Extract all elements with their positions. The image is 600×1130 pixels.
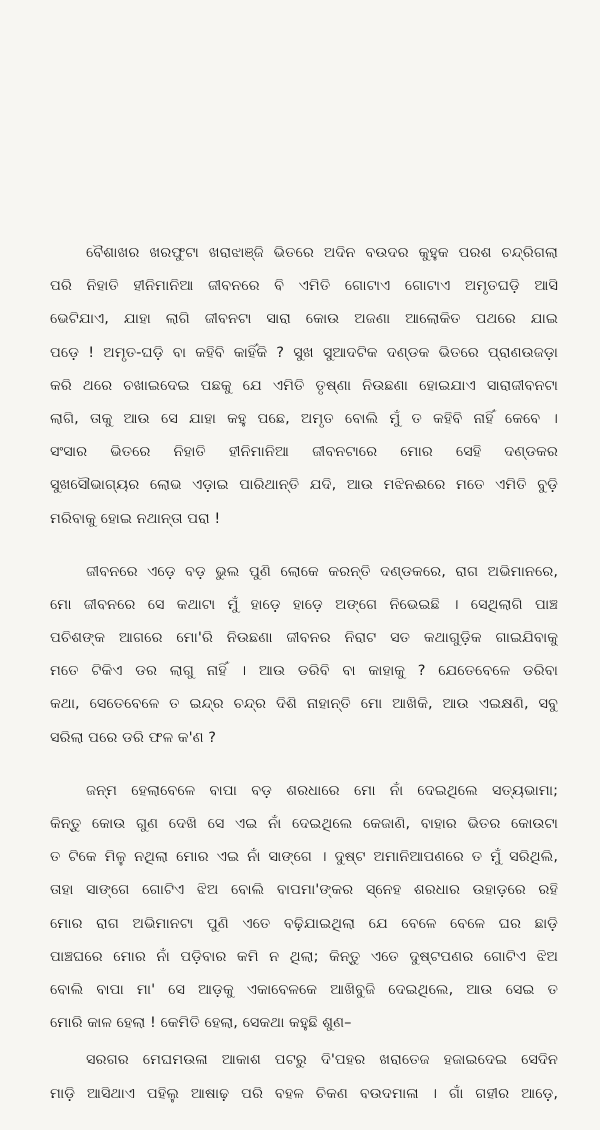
text-line: ପଚିଶଙ୍କ ଆଗରେ ମୋ'ରି ନିଉଛଣା ଜୀବନର ନିରାଟ ସତ କଥାଗୁଡ଼ିକ ଗାଇଯିବାକୁ	[50, 629, 558, 647]
text-line: ଜନ୍ମ ହେଲାବେଳେ ବାପା ବଡ଼ ଶରଧାରେ ମୋ ନାଁ ଦେଇଥିଲେ ସତ୍ୟଭାମା;	[86, 781, 558, 799]
text-line: ସରିଲା ପରେ ଡରି ଫଳ କ'ଣ ?	[50, 728, 217, 746]
text-line: ମରିବାକୁ ହୋଇ ନଥାନ୍ତା ପରା !	[50, 509, 221, 527]
text-line: ମାଡ଼ି ଆସିଥାଏ ପହିଲୁ ଆଷାଢ଼ ପରି ବହଳ ଚିକଣ ବଉଦମାଳା । ଗାଁ ଗହୀର ଆଡ଼େ,	[50, 1084, 558, 1102]
paragraph-4	[50, 1043, 558, 1109]
text-line: ସୁଖସୌଭାଗ୍ୟର ଲୋଭ ଏଡ଼ାଇ ପାରିଥାନ୍ତି ଯଦି, ଆଉ ମଝିନଈରେ ମତେ ଏମିତି ବୁଡ଼ି	[50, 476, 558, 494]
text-line: ଜୀବନରେ ଏଡ଼େ ବଡ଼ ଭୁଲ ପୁଣି ଲୋକେ କରନ୍ତି ଦଣ୍ଡକରେ, ରାଗ ଅଭିମାନରେ,	[86, 562, 558, 580]
paragraph-3	[50, 774, 558, 1040]
paragraph-1	[50, 236, 558, 535]
text-line: ମତେ ଟିକିଏ ଡର ଲାଗୁ ନାହିଁ । ଆଉ ଡରିବି ବା କାହାକୁ ? ଯେତେବେଳେ ଡରିବା	[50, 662, 558, 680]
text-line: ମୋର ରାଗ ଅଭିମାନଟା ପୁଣି ଏତେ ବଢ଼ିଯାଇଥିଲା ଯେ ବେଳେ ବେଳେ ଘର ଛାଡ଼ି	[50, 914, 558, 932]
text-line: ମୋରି କାଳ ହେଲା ! କେମିତି ହେଲା, ସେକଥା କହୁଛି ଶୁଣ–	[50, 1014, 352, 1032]
text-line: ପଡ଼େ ! ଅମୃତ-ଘଡ଼ି ବା କହିବି କାହିଁକି ? ସୁଖ ସୁଆଦଟିକ ଦଣ୍ଡକ ଭିତରେ ପ୍ରାଣଉଜଡ଼ା	[50, 343, 558, 361]
page-body	[50, 236, 558, 1130]
text-line: କଥା, ସେତେବେଳେ ତ ଇନ୍ଦ୍ର ଚନ୍ଦ୍ର ଦିଶି ନାହାନ୍ତି ମୋ ଆଖିକି, ଆଉ ଏଇକ୍ଷଣି, ସବୁ	[50, 695, 558, 713]
text-line: ସରଗର ମେଘମଉଳା ଆକାଶ ପଟରୁ ଦି'ପହର ଖରାତେଜ ହଜାଇଦେଇ ସେଦିନ	[86, 1051, 558, 1069]
text-line: ତ ଟିକେ ମିଳୁ ନଥିଲା ମୋର ଏଇ ନାଁ ସାଙ୍ଗେ । ଦୁଷ୍ଟ ଅମାନିଆପଣରେ ତ ମୁଁ ସରିଥିଲି,	[50, 848, 558, 866]
text-line: କିନ୍ତୁ କୋଉ ଗୁଣ ଦେଖି ସେ ଏଇ ନାଁ ଦେଇଥିଲେ କେଜାଣି, ବାହାର ଭିତର କୋଉଟା	[50, 815, 558, 832]
text-line: ଲାଗି, ତାକୁ ଆଉ ସେ ଯାହା କହୁ ପଛେ, ଅମୃତ ବୋଲି ମୁଁ ତ କହିବି ନାହିଁ କେବେ ।	[50, 409, 558, 427]
text-line: ତାହା ସାଙ୍ଗେ ଗୋଟିଏ ଝିଅ ବୋଲି ବାପମା'ଙ୍କର ସ୍ନେହ ଶରଧାର ଉହାଡ଼ରେ ରହି	[50, 881, 558, 899]
text-line: କରି ଥରେ ଚଖାଇଦେଇ ପଛକୁ ଯେ ଏମିତି ତୃଷ୍ଣା ନିଉଛଣା ହୋଇଯାଏ ସାରାଜୀବନଟା	[50, 376, 558, 394]
paragraph-2	[50, 555, 558, 754]
text-line: ମୋ ଜୀବନରେ ସେ କଥାଟା ମୁଁ ହାଡ଼େ ହାଡ଼େ ଅଙ୍ଗେ ନିଭେଇଛି । ସେଥିଲାଗି ପାଞ୍ଚ	[50, 595, 558, 613]
text-line: ବୈଶାଖର ଖରଫୁଟା ଖରାଝାଞ୍ଜି ଭିତରେ ଅଦିନ ବଉଦର କୁହୁକ ପରଶ ଚନ୍ଦ୍ରିଗଲା	[86, 244, 558, 261]
text-line: ପାଞ୍ଚଘରେ ମୋର ନାଁ ପଡ଼ିବାର କମି ନ ଥିଲା; କିନ୍ତୁ ଏତେ ଦୁଷ୍ଟପଣର ଗୋଟିଏ ଝିଅ	[50, 947, 558, 965]
text-line: ପରି ନିହାତି ହୀନିମାନିଆ ଜୀବନରେ ବି ଏମିତି ଗୋଟାଏ ଗୋଟାଏ ଅମୃତଘଡ଼ି ଆସି	[50, 277, 558, 295]
text-line: ବୋଲି ବାପା ମା' ସେ ଆଡ଼କୁ ଏକାବେଳକେ ଆଖିବୁଜି ଦେଇଥିଲେ, ଆଉ ସେଇ ତ	[50, 980, 558, 998]
text-line: ସଂସାର ଭିତରେ ନିହାତି ହୀନିମାନିଆ ଜୀବନଟାରେ ମୋର ସେହି ଦଣ୍ଡକର	[50, 443, 558, 461]
text-line: ଭେଟିଯାଏ, ଯାହା ଲାଗି ଜୀବନଟା ସାରା କୋଉ ଅଜଣା ଆଲୋକିତ ପଥରେ ଯାଇ	[50, 310, 558, 328]
